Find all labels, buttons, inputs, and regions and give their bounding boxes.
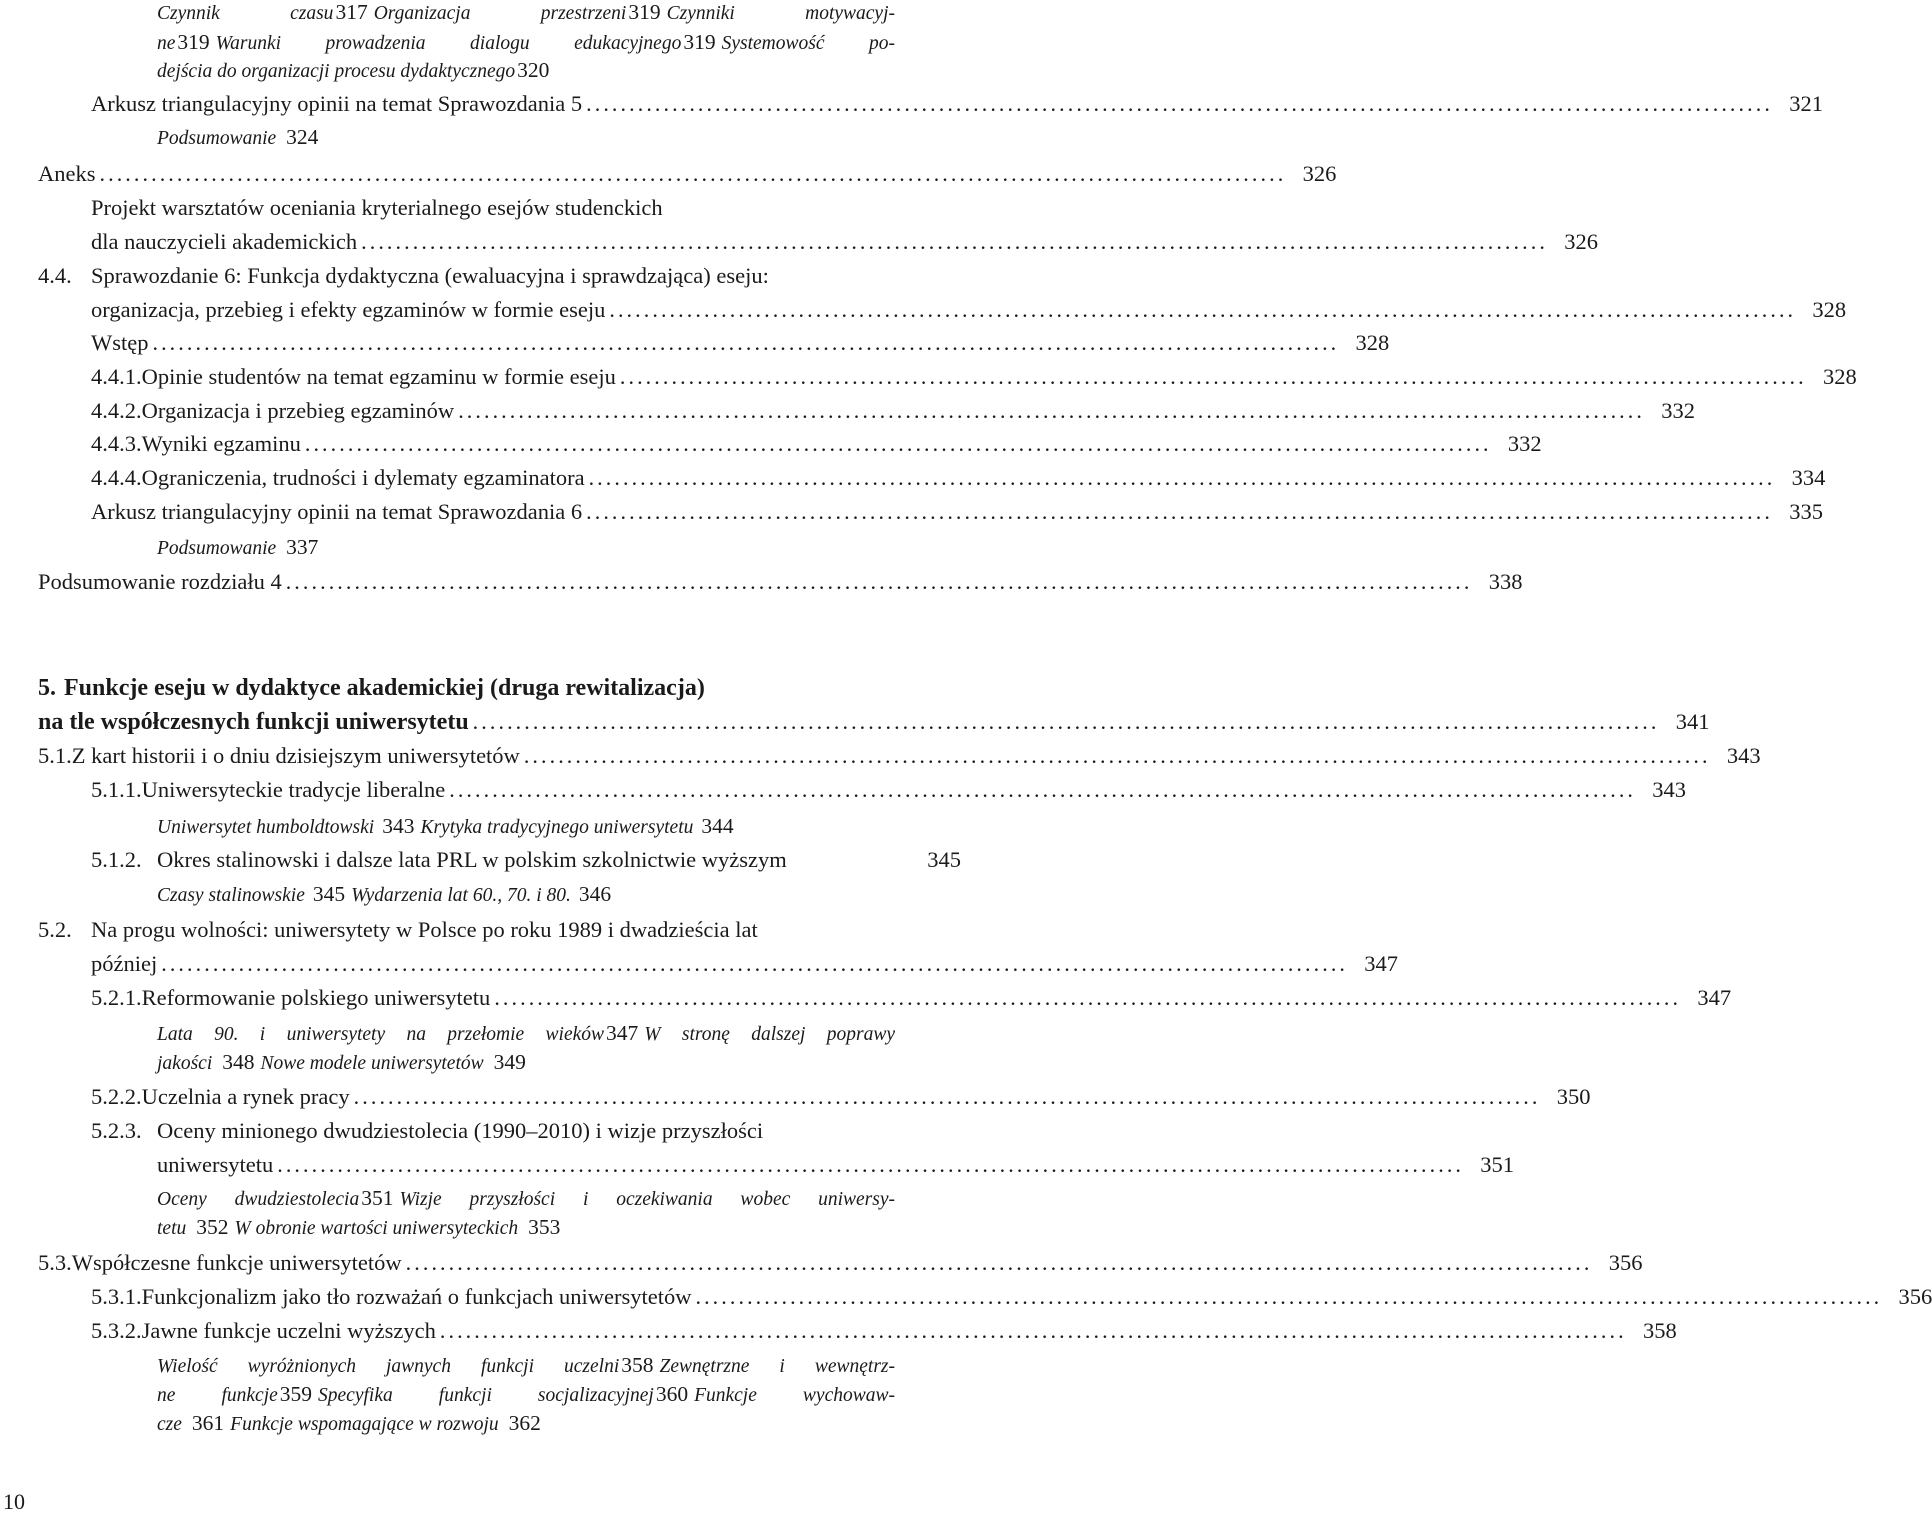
entry-number: 5.3. [38,1250,72,1275]
leader-dots: .......................................................................................................................................... [304,431,1492,456]
sub-title: Nowe modele uniwersytetów [260,1053,484,1074]
sub-page: 360 [655,1382,689,1406]
entry-page: 356 [1608,1250,1643,1275]
entry-page: 356 [1898,1284,1932,1309]
toc-sub-line [157,880,617,911]
toc-sub-line [157,812,740,843]
entry-page: 347 [1364,951,1399,976]
entry-title: Uczelnia a rynek pracy [141,1084,350,1109]
entry-title: Uniwersyteckie tradycje liberalne [141,777,446,802]
toc-entry-5-1-2[interactable] [91,843,961,876]
entry-page: 345 [927,847,961,872]
toc-entry-wstep[interactable] [91,326,1390,359]
leader-dots: .......................................................................................................................................... [494,985,1682,1010]
leader-dots: .......................................................................................................................................... [449,777,1637,802]
sub-page: 361 [191,1411,225,1435]
leader-dots: .......................................................................................................................................... [439,1318,1627,1343]
sub-page: 352 [196,1215,229,1239]
leader-dots: .......................................................................................................................................... [99,161,1287,186]
toc-sub-line [157,1048,532,1079]
sub-title: Uniwersytet humboldtowski [157,817,375,838]
toc-entry-4-4-3[interactable] [91,427,1542,460]
sub-page: 362 [508,1411,541,1435]
entry-page: 328 [1822,364,1857,389]
entry-page: 335 [1789,499,1823,524]
entry-title: na tle współczesnych funkcji uniwersytetu [38,709,469,735]
toc-sub-line [157,1019,895,1050]
sub-title: dejścia do organizacji procesu dydaktycznego [157,61,516,82]
entry-number: 5.1.2. [91,847,142,872]
leader-dots: .......................................................................................................................................... [619,364,1807,389]
toc-entry-arkusz-6[interactable] [91,495,1823,528]
toc-entry-5-3-1[interactable] [91,1280,1932,1313]
sub-page: 353 [528,1215,561,1239]
toc-entry-5-3[interactable] [38,1246,1643,1279]
sub-title: Wielość wyróżnionych jawnych funkcji uczelni [157,1356,620,1377]
sub-title: Zewnętrzne i wewnętrz- [659,1356,895,1377]
sub-title: Czynniki motywacyj- [666,3,895,24]
entry-page: 347 [1697,985,1732,1010]
toc-entry-4-4-line1: Sprawozdanie 6: Funkcja dydaktyczna (ewaluacyjna i sprawdzająca) eseju: [91,263,769,288]
entry-title: Jawne funkcje uczelni wyższych [141,1318,436,1343]
sub-page: 319 [628,0,661,24]
entry-title: Podsumowanie rozdziału 4 [38,569,282,594]
leader-dots: .......................................................................................................................................... [609,297,1797,322]
leader-dots: .......................................................................................................................................... [458,398,1645,423]
toc-entry-4-4-2[interactable] [91,394,1695,427]
sub-page: 347 [606,1021,639,1045]
entry-title: Z kart historii i o dniu dzisiejszym uniwersytetów [71,743,520,768]
toc-entry-5-1-1[interactable] [91,773,1687,806]
entry-page: 328 [1812,297,1847,322]
entry-number: 4.4.2. [91,398,142,423]
entry-page: 334 [1791,465,1826,490]
sub-title: ne funkcje [157,1385,278,1406]
entry-page: 332 [1661,398,1695,423]
leader-dots: .......................................................................................................................................... [161,951,1349,976]
sub-page: 319 [683,30,716,54]
entry-page: 338 [1488,569,1523,594]
entry-page: 343 [1726,743,1761,768]
sub-title: cze [157,1414,182,1435]
entry-title: Aneks [38,161,96,186]
sub-page: 358 [621,1353,654,1377]
toc-sub-line [157,533,324,564]
toc-sub-line [157,1184,895,1215]
sub-title: ne [157,33,176,54]
sub-title: Krytyka tradycyjnego uniwersytetu [420,817,694,838]
toc-entry-projekt[interactable] [91,225,1598,258]
leader-dots: .......................................................................................................................................... [586,499,1773,524]
entry-number: 5.2.2. [91,1084,142,1109]
toc-entry-4-4-number: 4.4. [38,263,72,288]
toc-entry-5-3-2[interactable] [91,1314,1677,1347]
chapter-title: Funkcje eseju w dydaktyce akademickiej (druga rewitalizacja) [64,675,705,701]
entry-title: Okres stalinowski i dalsze lata PRL w polskim szkolnictwie wyższym [157,847,787,872]
entry-title: Opinie studentów na temat egzaminu w formie eseju [141,364,616,389]
toc-sub-line [157,1409,547,1440]
toc-entry-5-2-2[interactable] [91,1080,1591,1113]
sub-page: 345 [312,882,346,906]
sub-page: 349 [493,1050,526,1074]
entry-title: Reformowanie polskiego uniwersytetu [141,985,491,1010]
sub-title: Specyfika funkcji socjalizacyjnej [318,1385,654,1406]
entry-number: 4.4.1. [91,364,142,389]
toc-entry-4-4[interactable] [91,293,1847,326]
entry-title: Ograniczenia, trudności i dylematy egzaminatora [141,465,585,490]
leader-dots: .......................................................................................................................................... [588,465,1776,490]
entry-title: Wyniki egzaminu [141,431,301,456]
entry-title: Arkusz triangulacyjny opinii na temat Sprawozdania 5 [91,91,583,116]
entry-title: Oceny minionego dwudziestolecia (1990–2010) i wizje przyszłości [157,1118,764,1143]
toc-entry-5-2-3-line1 [91,1114,763,1147]
sub-title: Wydarzenia lat 60., 70. i 80. [351,885,571,906]
entry-number: 5.2.3. [91,1118,142,1143]
leader-dots: .......................................................................................................................................... [586,91,1773,116]
sub-page: 348 [222,1050,255,1074]
toc-entry-aneks[interactable] [38,157,1337,190]
sub-page: 324 [286,125,319,149]
toc-entry-5-2-number: 5.2. [38,917,72,942]
sub-page: 319 [177,30,210,54]
page-number: 10 [3,1489,25,1514]
leader-dots: .......................................................................................................................................... [152,330,1340,355]
entry-title: uniwersytetu [157,1152,274,1177]
entry-number: 5.1.1. [91,777,142,802]
sub-title: Czasy stalinowskie [157,885,305,906]
toc-entry-4-4-1[interactable] [91,360,1857,393]
leader-dots: .......................................................................................................................................... [472,709,1660,734]
leader-dots: .......................................................................................................................................... [353,1084,1541,1109]
sub-title: Funkcje wychowaw- [694,1385,895,1406]
toc-sub-line [157,1380,895,1411]
toc-sub-line [157,123,324,154]
toc-entry-5-2[interactable] [91,947,1399,980]
entry-page: 326 [1302,161,1337,186]
sub-title: Podsumowanie [157,128,277,149]
sub-title: Organizacja przestrzeni [373,3,627,24]
toc-sub-line [157,56,555,87]
leader-dots: .......................................................................................................................................... [285,569,1473,594]
entry-page: 328 [1355,330,1390,355]
leader-dots: .......................................................................................................................................... [695,1284,1883,1309]
toc-sub-line [157,28,895,59]
entry-page: 341 [1675,709,1710,734]
sub-title: Systemowość po- [721,33,895,54]
entry-title: później [91,951,158,976]
sub-title: tetu [157,1218,187,1239]
entry-title: Wstęp [91,330,149,355]
toc-entry-podsumowanie-4[interactable] [38,565,1523,598]
entry-number: 4.4.3. [91,431,142,456]
toc-entry-4-4-4[interactable] [91,461,1826,494]
toc-chapter-5[interactable] [38,705,1710,739]
sub-page: 320 [517,58,550,82]
sub-title: W stronę dalszej poprawy [644,1024,895,1045]
toc-entry-projekt-line1: Projekt warsztatów oceniania kryterialnego esejów studenckich [91,195,663,220]
toc-chapter-5-line1-text [38,672,705,705]
entry-title: dla nauczycieli akademickich [91,229,358,254]
sub-title: Podsumowanie [157,538,277,559]
entry-page: 350 [1556,1084,1591,1109]
sub-title: Oceny dwudziestolecia [157,1189,360,1210]
toc-entry-arkusz-5[interactable] [91,87,1823,120]
entry-page: 351 [1480,1152,1515,1177]
toc-entry-5-2-3[interactable] [157,1148,1515,1181]
sub-title: Lata 90. i uniwersytety na przełomie wieków [157,1024,605,1045]
leader-dots: .......................................................................................................................................... [523,743,1711,768]
toc-entry-5-2-1[interactable] [91,981,1732,1014]
entry-title: Organizacja i przebieg egzaminów [141,398,455,423]
toc-sub-line [157,1213,566,1244]
sub-page: 343 [382,814,415,838]
entry-title: Współczesne funkcje uniwersytetów [71,1250,402,1275]
toc-sub-line [157,1351,895,1382]
entry-title: organizacja, przebieg i efekty egzaminów w formie eseju [91,297,606,322]
sub-page: 344 [701,814,734,838]
entry-page: 326 [1564,229,1598,254]
sub-title: Wizje przyszłości i oczekiwania wobec uniwersy- [399,1189,895,1210]
entry-number: 5.2.1. [91,985,142,1010]
leader-dots: .......................................................................................................................................... [405,1250,1593,1275]
sub-page: 337 [286,535,319,559]
entry-title: Funkcjonalizm jako tło rozważań o funkcjach uniwersytetów [141,1284,692,1309]
entry-title: Arkusz triangulacyjny opinii na temat Sprawozdania 6 [91,499,583,524]
sub-page: 359 [279,1382,313,1406]
sub-title: Funkcje wspomagające w rozwoju [230,1414,499,1435]
sub-title: Czynnik czasu [157,3,334,24]
entry-page: 358 [1642,1318,1677,1343]
sub-title: Warunki prowadzenia dialogu edukacyjnego [215,33,682,54]
entry-page: 321 [1789,91,1823,116]
leader-dots: .......................................................................................................................................... [277,1152,1465,1177]
entry-page: 332 [1507,431,1542,456]
sub-page: 317 [335,0,368,24]
leader-dots: .......................................................................................................................................... [361,229,1548,254]
entry-number: 4.4.4. [91,465,142,490]
toc-sub-line [157,0,895,29]
entry-number: 5.3.1. [91,1284,142,1309]
sub-page: 346 [578,882,612,906]
sub-page: 351 [361,1186,394,1210]
sub-title: jakości [157,1053,213,1074]
toc-chapter-5-number: 5. [38,675,56,701]
toc-entry-5-1[interactable] [38,739,1761,772]
entry-number: 5.3.2. [91,1318,142,1343]
sub-title: W obronie wartości uniwersyteckich [234,1218,519,1239]
toc-entry-5-2-line1: Na progu wolności: uniwersytety w Polsce po roku 1989 i dwadzieścia lat [91,917,758,942]
entry-number: 5.1. [38,743,72,768]
entry-page: 343 [1652,777,1687,802]
